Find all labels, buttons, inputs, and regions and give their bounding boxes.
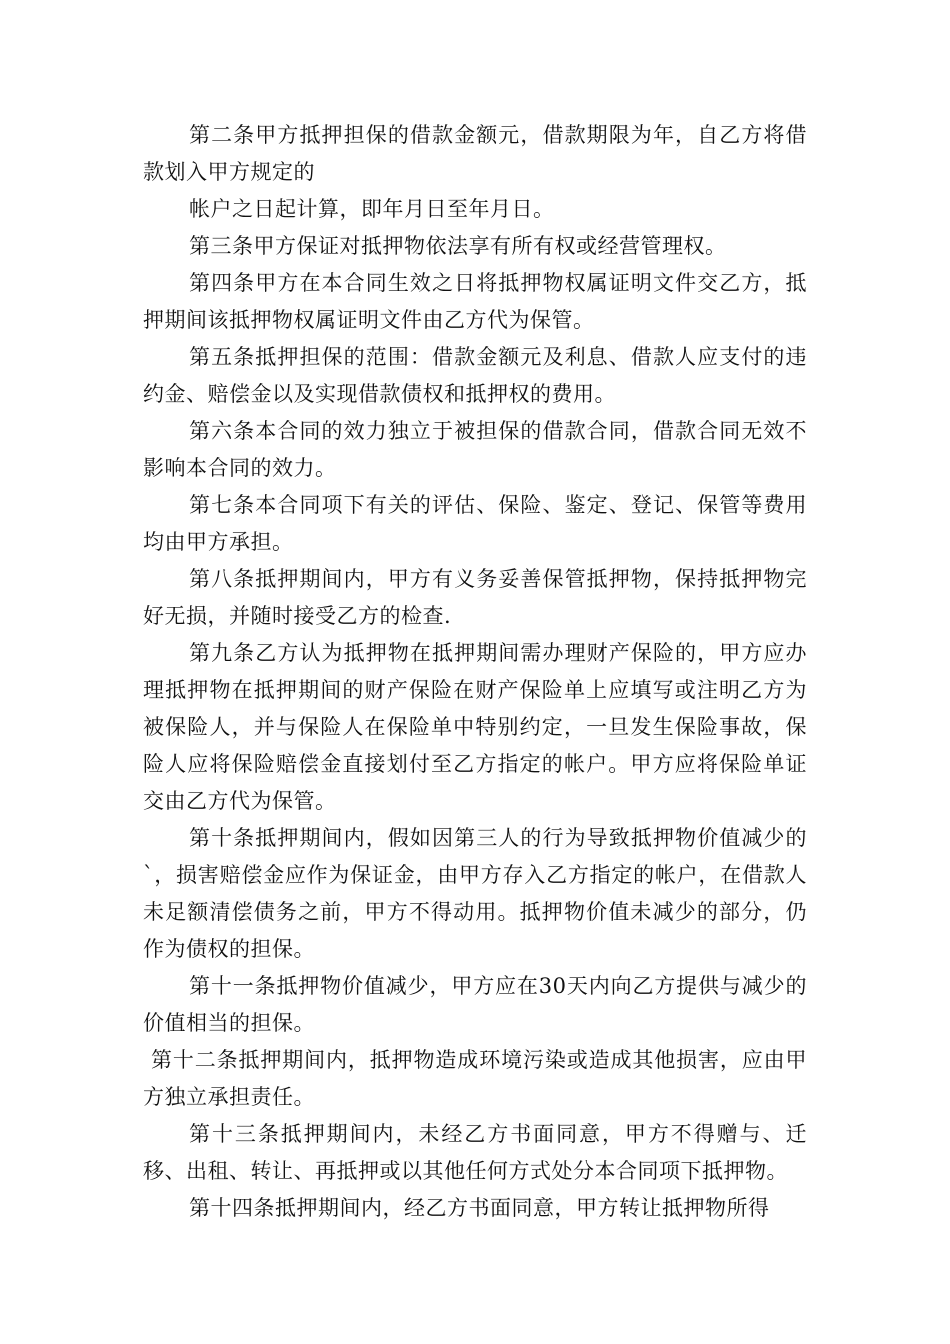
clause-9: 第九条乙方认为抵押物在抵押期间需办理财产保险的，甲方应办理抵押物在抵押期间的财产保险在财产保险单上应填写或注明乙方为被保险人，并与保险人在保险单中特别约定，一旦发生保险事故，保险人应将保险赔偿金直接划付至乙方指定的帐户。甲方应将保险单证交由乙方代为保管。 (143, 641, 807, 813)
clause-8: 第八条抵押期间内，甲方有义务妥善保管抵押物，保持抵押物完好无损，并随时接受乙方的检查. (143, 567, 807, 628)
clause-11: 第十一条抵押物价值减少，甲方应在30天内向乙方提供与减少的价值相当的担保。 (143, 974, 807, 1035)
clause-12: 第十二条抵押期间内，抵押物造成环境污染或造成其他损害，应由甲方独立承担责任。 (143, 1048, 807, 1109)
clause-3: 第三条甲方保证对抵押物依法享有所有权或经营管理权。 (189, 234, 727, 258)
clause-2-continuation: 帐户之日起计算，即年月日至年月日。 (189, 197, 555, 221)
clause-2: 第二条甲方抵押担保的借款金额元，借款期限为年，自乙方将借款划入甲方规定的 (143, 123, 807, 184)
clause-6: 第六条本合同的效力独立于被担保的借款合同，借款合同无效不影响本合同的效力。 (143, 419, 807, 480)
clause-7: 第七条本合同项下有关的评估、保险、鉴定、登记、保管等费用均由甲方承担。 (143, 493, 807, 554)
document-body (143, 117, 807, 1227)
clause-10: 第十条抵押期间内，假如因第三人的行为导致抵押物价值减少的`，损害赔偿金应作为保证金，由甲方存入乙方指定的帐户，在借款人未足额清偿债务之前，甲方不得动用。抵押物价值未减少的部分，仍作为债权的担保。 (143, 826, 807, 961)
clause-13: 第十三条抵押期间内，未经乙方书面同意，甲方不得赠与、迁移、出租、转让、再抵押或以其他任何方式处分本合同项下抵押物。 (143, 1122, 807, 1183)
clause-14: 第十四条抵押期间内，经乙方书面同意，甲方转让抵押物所得 (189, 1196, 770, 1220)
clause-4: 第四条甲方在本合同生效之日将抵押物权属证明文件交乙方，抵押期间该抵押物权属证明文件由乙方代为保管。 (143, 271, 807, 332)
clause-5: 第五条抵押担保的范围：借款金额元及利息、借款人应支付的违约金、赔偿金以及实现借款债权和抵押权的费用。 (143, 345, 807, 406)
